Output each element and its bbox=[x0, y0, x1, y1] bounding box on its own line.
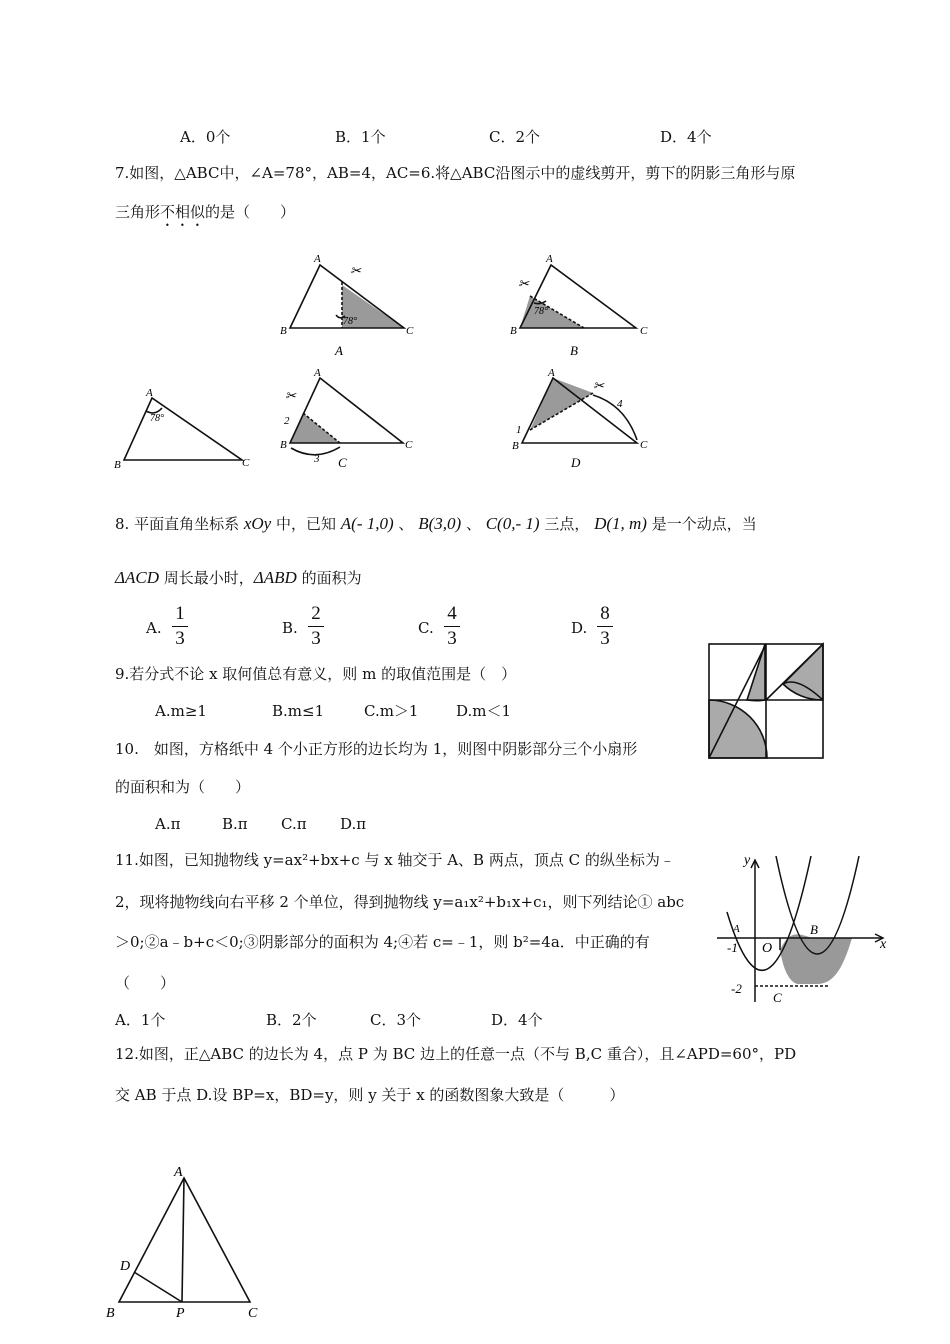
q7-triangle-original bbox=[124, 398, 242, 460]
q7-orig-angle: 78° bbox=[150, 413, 164, 424]
q12-stem-line2: 交 AB 于点 D.设 BP=x，BD=y，则 y 关于 x 的函数图象大致是（ ） bbox=[115, 1086, 625, 1104]
q8-option-b-fraction: 2 3 bbox=[308, 603, 324, 650]
q9-option-d: D.m＜1 bbox=[456, 702, 512, 720]
q8-option-a-fraction: 1 3 bbox=[172, 603, 188, 650]
svg-text:C: C bbox=[405, 439, 413, 451]
q8-option-c-fraction: 4 3 bbox=[444, 603, 460, 650]
svg-text:x: x bbox=[880, 937, 887, 952]
q8-option-a-label: A. bbox=[146, 619, 162, 637]
q12-label-p: P bbox=[176, 1306, 185, 1321]
q11-option-b: B．2个 bbox=[266, 1011, 317, 1029]
svg-text:C: C bbox=[640, 325, 648, 337]
q11-stem-line3: ＞0;②a﹣b+c＜0;③阴影部分的面积为 4;④若 c=﹣1，则 b²=4a．中正确的有 bbox=[115, 933, 650, 951]
q6-option-d: D．4个 bbox=[660, 128, 712, 146]
svg-text:2: 2 bbox=[284, 415, 290, 427]
svg-text:A: A bbox=[314, 253, 321, 265]
q7-figure-original bbox=[0, 0, 950, 500]
q10-option-a: A.π bbox=[155, 815, 181, 833]
q9-option-b: B.m≤1 bbox=[272, 702, 325, 720]
svg-text:78°: 78° bbox=[343, 316, 357, 327]
q6-option-a: A．0个 bbox=[180, 128, 231, 146]
q11-option-d: D．4个 bbox=[491, 1011, 543, 1029]
q10-option-d: D.π bbox=[340, 815, 367, 833]
q7-stem-line1: 7.如图，△ABC中，∠A=78°，AB=4，AC=6.将△ABC沿图示中的虚线剪开，剪下的阴影三角形与原 bbox=[115, 164, 796, 182]
q7-orig-label-a: A bbox=[146, 387, 153, 399]
q7-emphasis: 不相似 bbox=[160, 203, 206, 221]
svg-text:B: B bbox=[510, 325, 517, 337]
q10-stem-line1: 10. 如图，方格纸中 4 个小正方形的边长均为 1，则图中阴影部分三个小扇形 bbox=[115, 740, 638, 758]
q11-option-a: A．1个 bbox=[115, 1011, 166, 1029]
q6-option-b: B．1个 bbox=[335, 128, 386, 146]
svg-text:✂: ✂ bbox=[593, 378, 604, 393]
svg-text:O: O bbox=[762, 941, 773, 956]
q7-stem-line2: 三角形不相似的是（ ） bbox=[115, 203, 296, 221]
q9-stem: 9.若分式不论 x 取何值总有意义，则 m 的取值范围是（ ） bbox=[115, 665, 517, 683]
q9-option-c: C.m＞1 bbox=[364, 702, 419, 720]
svg-text:✂: ✂ bbox=[350, 263, 361, 278]
q6-option-c: C．2个 bbox=[489, 128, 541, 146]
q10-grid-figure bbox=[707, 642, 827, 762]
q11-parabola-graph bbox=[717, 852, 892, 1007]
q12-label-d: D bbox=[120, 1259, 131, 1274]
q11-stem-line2: 2，现将抛物线向右平移 2 个单位，得到抛物线 y=a₁x²+b₁x+c₁，则下列结论① abc bbox=[115, 893, 685, 911]
q7-fig-d bbox=[522, 378, 637, 443]
q10-option-c: C.π bbox=[281, 815, 307, 833]
svg-text:4: 4 bbox=[617, 398, 623, 410]
svg-text:1: 1 bbox=[516, 424, 522, 436]
q12-stem-line1: 12.如图，正△ABC 的边长为 4，点 P 为 BC 边上的任意一点（不与 B,C 重合），且∠APD=60°，PD bbox=[115, 1045, 797, 1063]
svg-text:y: y bbox=[744, 853, 751, 868]
q11-option-c: C．3个 bbox=[370, 1011, 422, 1029]
q7-fig-label-b: B bbox=[570, 343, 578, 358]
svg-text:B: B bbox=[280, 325, 287, 337]
q12-label-b: B bbox=[106, 1306, 115, 1321]
svg-text:A: A bbox=[546, 253, 553, 265]
q11-stem-line4: （ ） bbox=[115, 974, 176, 992]
q8-option-b-label: B. bbox=[282, 619, 298, 637]
svg-text:-2: -2 bbox=[731, 981, 742, 996]
svg-text:A: A bbox=[314, 367, 321, 379]
q7-fig-c bbox=[290, 378, 403, 455]
q7-fig-label-a: A bbox=[335, 343, 343, 358]
q12-label-c: C bbox=[248, 1306, 258, 1321]
q8-option-c-label: C. bbox=[418, 619, 434, 637]
svg-text:B: B bbox=[810, 922, 818, 937]
svg-text:-1: -1 bbox=[727, 940, 738, 955]
q9-option-a: A.m≥1 bbox=[155, 702, 207, 720]
q7-orig-label-b: B bbox=[114, 459, 121, 471]
svg-text:3: 3 bbox=[314, 453, 320, 465]
q12-triangle-figure bbox=[104, 1160, 274, 1320]
q7-fig-label-d: D bbox=[571, 455, 581, 470]
svg-text:✂: ✂ bbox=[518, 276, 529, 291]
svg-text:C: C bbox=[773, 990, 782, 1005]
svg-text:C: C bbox=[406, 325, 414, 337]
q10-stem-line2: 的面积和为（ ） bbox=[115, 778, 251, 796]
svg-text:78°: 78° bbox=[534, 306, 548, 317]
svg-text:✂: ✂ bbox=[285, 388, 296, 403]
q12-label-a: A bbox=[174, 1165, 183, 1180]
q10-option-b: B.π bbox=[222, 815, 248, 833]
q11-stem-line1: 11.如图，已知抛物线 y=ax²+bx+c 与 x 轴交于 A、B 两点，顶点 C 的纵坐标为﹣ bbox=[115, 851, 675, 869]
q8-option-d-fraction: 8 3 bbox=[597, 603, 613, 650]
svg-text:B: B bbox=[280, 439, 287, 451]
svg-text:A: A bbox=[548, 367, 555, 379]
q8-stem-line2: ΔACD 周长最小时，ΔABD 的面积为 bbox=[115, 568, 362, 587]
q7-fig-label-c: C bbox=[338, 455, 347, 470]
svg-text:C: C bbox=[640, 439, 648, 451]
q7-orig-label-c: C bbox=[242, 457, 250, 469]
svg-text:B: B bbox=[512, 440, 519, 452]
q8-stem-line1: 8. 平面直角坐标系 xOy 中，已知 A(- 1,0) 、 B(3,0) 、 C(0,- 1) 三点， D(1, m) 是一个动点，当 bbox=[115, 514, 757, 533]
svg-text:A: A bbox=[733, 923, 740, 935]
q7-fig-b bbox=[520, 265, 636, 328]
q8-option-d-label: D. bbox=[571, 619, 588, 637]
